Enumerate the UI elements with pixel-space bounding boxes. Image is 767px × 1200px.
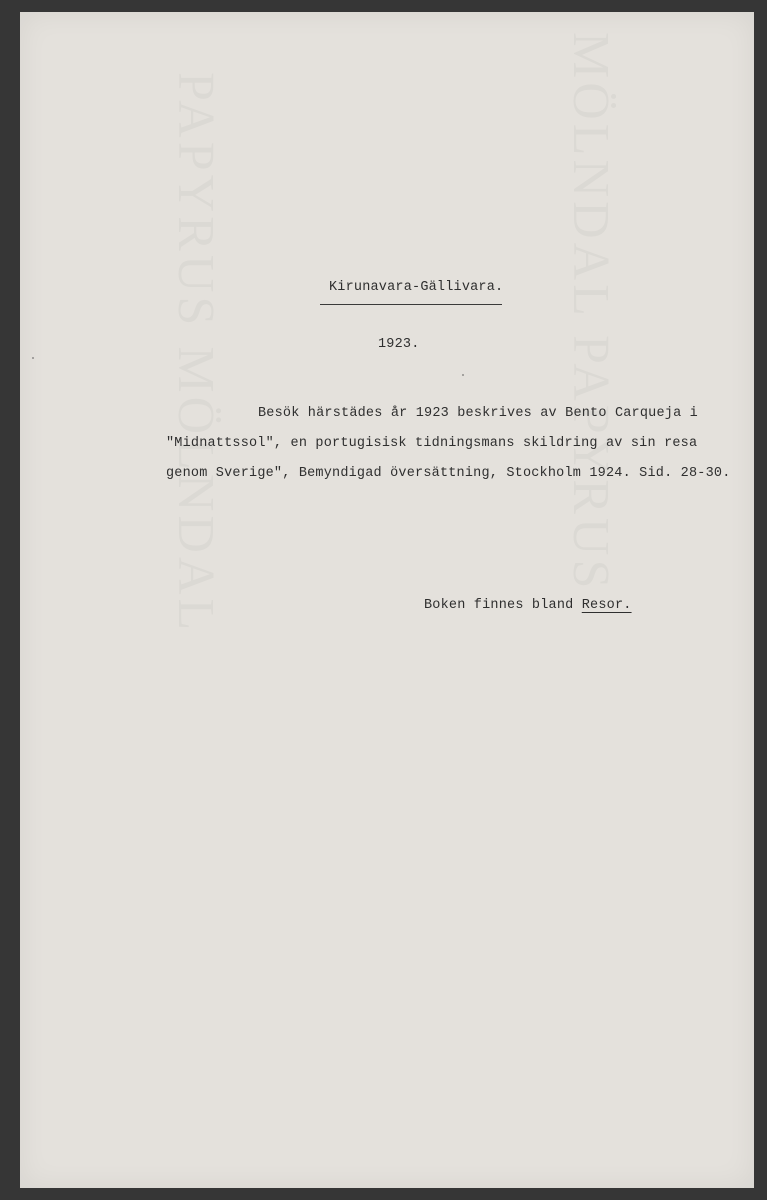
document-title: Kirunavara-Gällivara. [329, 280, 504, 295]
resor-reference: Resor. [581, 598, 632, 613]
body-line-1: Besök härstädes år 1923 beskrives av Bento Carqueja i [258, 406, 698, 421]
paper-speck [32, 357, 34, 359]
body-line-3: genom Sverige", Bemyndigad översättning, Stockholm 1924. Sid. 28-30. [166, 466, 731, 481]
document-year: 1923. [378, 337, 420, 352]
title-underline [320, 304, 502, 305]
closing-prefix: Boken finnes bland [424, 598, 574, 613]
watermark-left [166, 72, 225, 634]
paper-sheet [20, 12, 754, 1188]
watermark-right [561, 32, 620, 592]
body-line-2: "Midnattssol", en portugisisk tidningsmans skildring av sin resa [166, 436, 698, 451]
closing-note [424, 598, 632, 613]
paper-speck [462, 374, 464, 376]
